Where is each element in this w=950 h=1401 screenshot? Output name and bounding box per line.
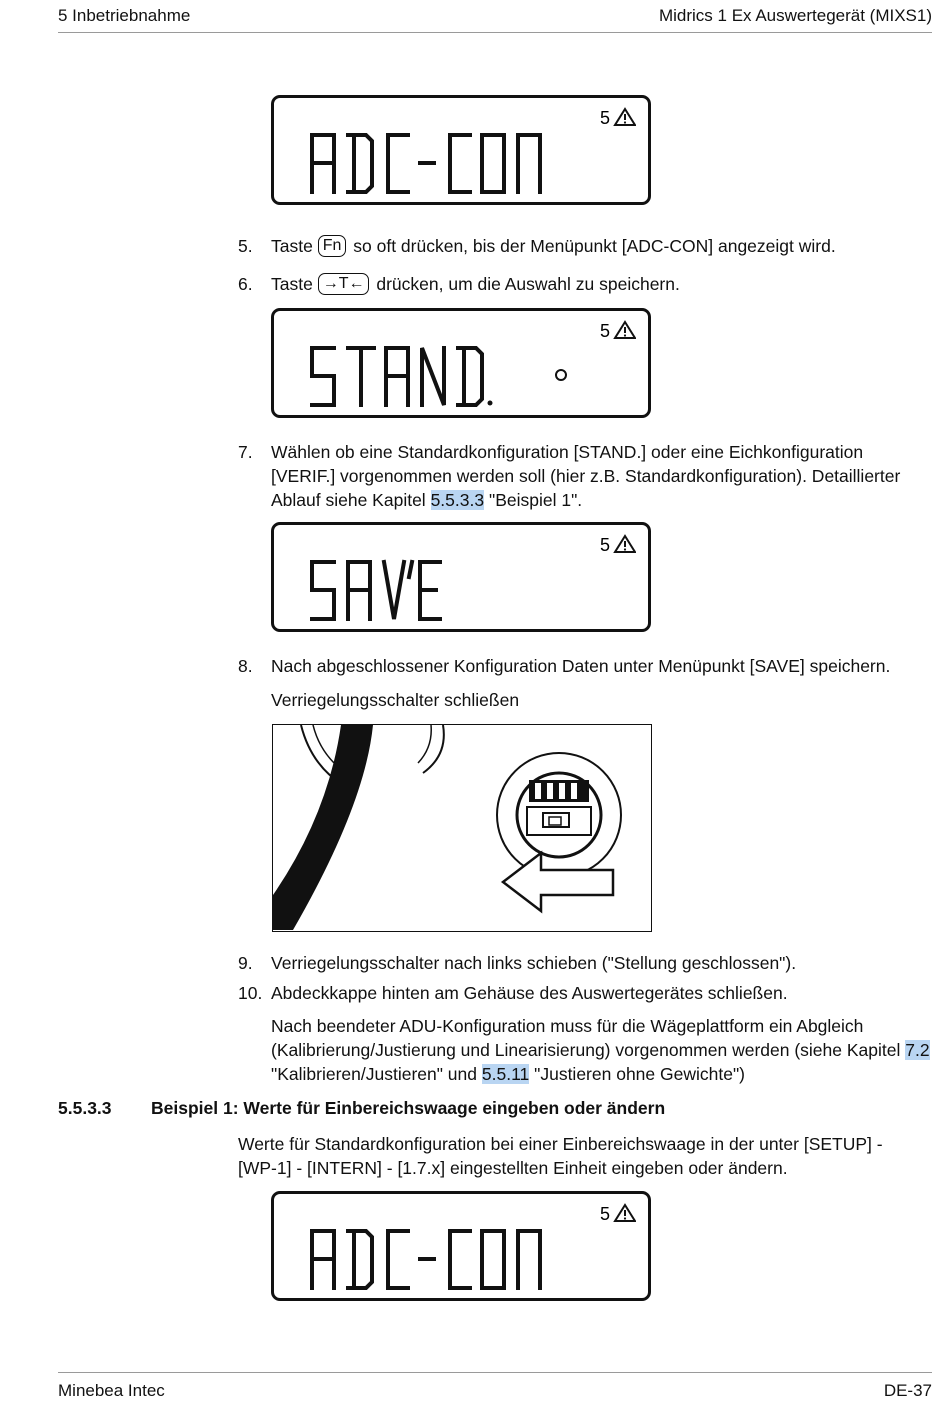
step-10-note	[271, 1014, 936, 1086]
step-number: 9.	[238, 953, 253, 973]
note-text: Nach beendeter ADU-Konfiguration muss für die Wägeplattform ein Abgleich (Kalibrierung/Justierung und Linearisierung) vorgenommen werden (siehe Kapitel	[271, 1016, 901, 1060]
step-number: 7.	[238, 442, 253, 462]
note-text: "Kalibrieren/Justieren" und	[271, 1064, 478, 1084]
chapter-link-7-2[interactable]: 7.2	[905, 1040, 930, 1060]
step-number: 8.	[238, 656, 253, 676]
footer-rule	[58, 1372, 932, 1373]
section-title: Beispiel 1: Werte für Einbereichswaage eingeben oder ändern	[151, 1098, 666, 1118]
segment-display-text	[308, 559, 558, 621]
lcd-display-adc-con	[271, 95, 651, 205]
warning-triangle-icon	[598, 320, 636, 340]
step-text: Verriegelungsschalter nach links schieben ("Stellung geschlossen").	[271, 953, 797, 973]
header-chapter: 5 Inbetriebnahme	[58, 6, 191, 25]
step-text: Taste	[271, 236, 313, 256]
chapter-link-5-5-11[interactable]: 5.5.11	[481, 1064, 530, 1084]
step-text: so oft drücken, bis der Menüpunkt [ADC-CON] angezeigt wird.	[353, 236, 836, 256]
step-text: "Beispiel 1".	[488, 490, 583, 510]
lcd-display-stand	[271, 308, 651, 418]
lcd-display-save	[271, 522, 651, 632]
fn-key: Fn	[318, 235, 347, 257]
note-text: "Justieren ohne Gewichte")	[534, 1064, 745, 1084]
footer-company: Minebea Intec	[58, 1381, 165, 1400]
section-intro: Werte für Standardkonfiguration bei einer Einbereichswaage in der unter [SETUP] - [WP-1] - [INTERN] - [1.7.x] eingestellten Einheit eingeben oder ändern.	[238, 1134, 883, 1178]
step-text: drücken, um die Auswahl zu speichern.	[376, 274, 680, 294]
step-number: 10.	[238, 983, 263, 1003]
step-text: Wählen ob eine Standardkonfiguration [STAND.] oder eine Eichkonfiguration [VERIF.] vorgenommen werden soll (hier z.B. Standardkonfiguration). Detaillierter Ablauf siehe Kapitel	[271, 442, 901, 510]
header-rule	[58, 32, 932, 33]
segment-display-text	[308, 132, 558, 194]
step-text: Nach abgeschlossener Konfiguration Daten unter Menüpunkt [SAVE] speichern.	[271, 656, 891, 676]
step-number: 5.	[238, 236, 253, 256]
section-number: 5.5.3.3	[58, 1098, 112, 1118]
step-number: 6.	[238, 274, 253, 294]
stability-indicator	[555, 369, 567, 381]
header-device-title: Midrics 1 Ex Auswertegerät (MIXS1)	[658, 6, 932, 25]
footer-page-number: DE-37	[883, 1381, 932, 1400]
step-text: Taste	[271, 274, 313, 294]
lcd-display-adc-con-2	[271, 1191, 651, 1301]
warning-triangle-icon	[598, 1203, 636, 1223]
segment-display-text	[308, 1228, 558, 1290]
step-text: Abdeckkappe hinten am Gehäuse des Auswertegerätes schließen.	[271, 983, 788, 1003]
warning-triangle-icon	[598, 534, 636, 554]
lock-switch-illustration	[272, 724, 652, 932]
step-8-note: Verriegelungsschalter schließen	[271, 690, 520, 710]
segment-display-text	[308, 345, 558, 407]
tare-key: →T←	[318, 273, 370, 295]
warning-triangle-icon	[598, 107, 636, 127]
chapter-link-5-5-3-3[interactable]: 5.5.3.3	[430, 490, 485, 510]
